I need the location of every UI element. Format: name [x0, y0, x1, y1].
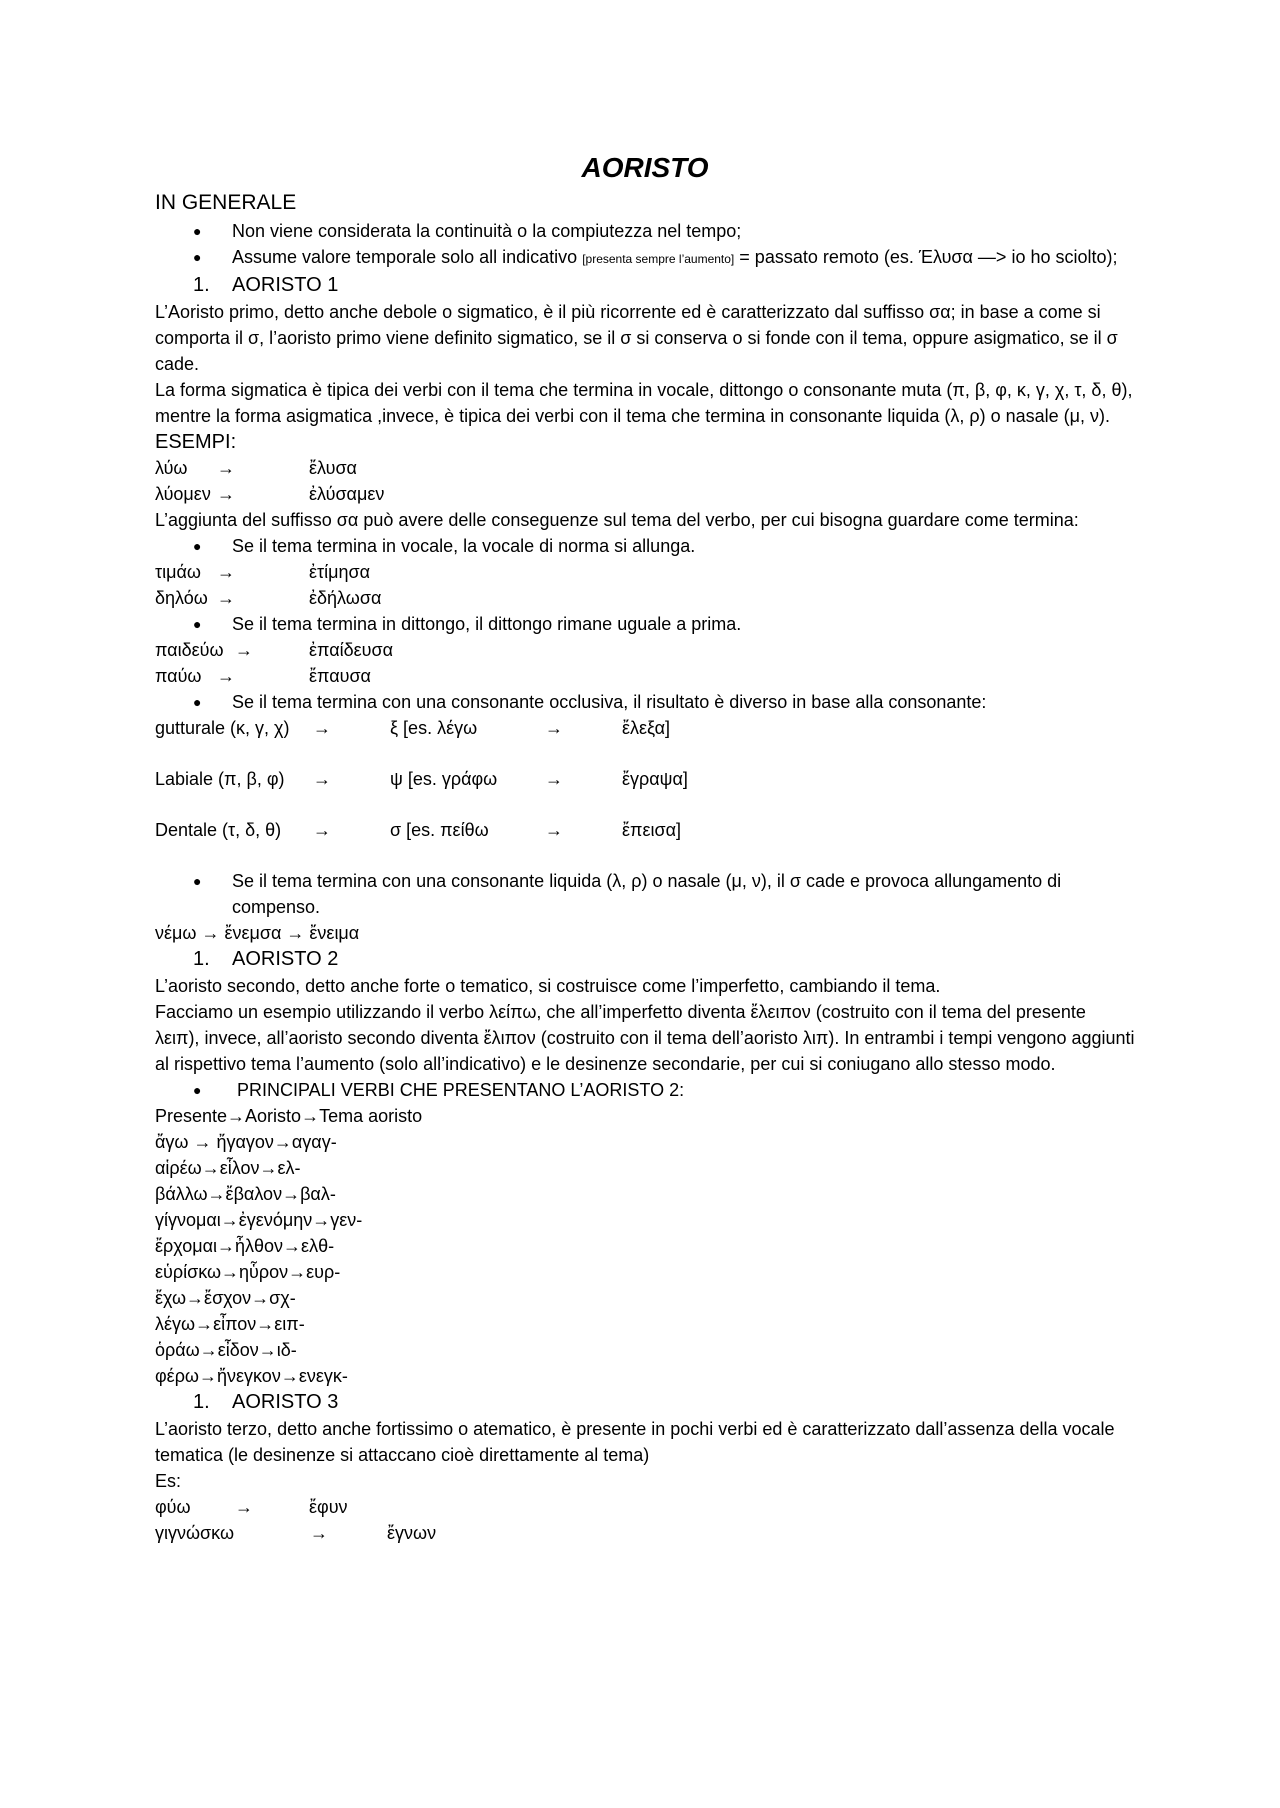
verb-list-item: ἄγω → ἤγαγον→αγαγ-	[155, 1132, 337, 1152]
example-present: λύομεν	[155, 484, 211, 504]
bullet-item: ● Se il tema termina con una consonante occlusiva, il risultato è diverso in base alla consonante:	[155, 689, 1135, 715]
verb-list-item: ὁράω→εἶδον→ιδ-	[155, 1340, 297, 1360]
arrow: →	[545, 718, 563, 738]
bullet-item: ● PRINCIPALI VERBI CHE PRESENTANO L’AORISTO 2:	[155, 1077, 1135, 1103]
list-number: 1.	[193, 274, 210, 296]
arrow: →	[217, 666, 235, 686]
arrow: →	[545, 769, 563, 789]
example-present: λύω	[155, 458, 188, 478]
example-line: νέμω → ἔνεμσα → ἔνειμα	[155, 923, 360, 943]
verb-list-item: γίγνομαι→ἐγενόμην→γεν-	[155, 1210, 363, 1230]
bullet-small-note: [presenta sempre l’aumento]	[582, 252, 735, 266]
document-page	[155, 148, 1135, 1546]
bullet-text: = passato remoto (es. Έλυσα —> io ho sciolto);	[739, 247, 1118, 267]
list-number: 1.	[193, 948, 210, 970]
example-aorist: ἐπαίδευσα	[309, 640, 393, 660]
bullet-item: ● Se il tema termina in vocale, la vocale di norma si allunga.	[155, 533, 1135, 559]
heading-text: AORISTO 2	[232, 948, 339, 970]
arrow: →	[217, 588, 235, 608]
arrow: →	[313, 769, 331, 789]
heading-text: AORISTO 3	[232, 1391, 339, 1413]
example-row	[155, 585, 1135, 611]
bullet-item: ● Non viene considerata la continuità o la compiutezza nel tempo;	[155, 218, 1135, 244]
example-aorist: ἐτίμησα	[309, 562, 371, 582]
example-aorist: ἔφυν	[309, 1497, 348, 1517]
verb-list-item: ἔρχομαι→ἦλθον→ελθ-	[155, 1236, 335, 1256]
page-title: AORISTO	[581, 152, 709, 183]
bullet-item: ● Se il tema termina in dittongo, il dittongo rimane uguale a prima.	[155, 611, 1135, 637]
arrow: →	[545, 820, 563, 840]
list-number: 1.	[193, 1391, 210, 1413]
example: ἔπεισα]	[622, 820, 681, 840]
bullet-item	[155, 244, 1135, 272]
example-aorist: ἔπαυσα	[309, 666, 371, 686]
verb-list-header: Presente→Aoristo→Tema aoristo	[155, 1106, 423, 1126]
arrow: →	[217, 458, 235, 478]
verb-list-item: αἱρέω→εἷλον→ελ-	[155, 1158, 301, 1178]
examples-heading: ESEMPI:	[155, 431, 237, 453]
arrow: →	[313, 718, 331, 738]
arrow: →	[235, 1497, 253, 1517]
example-row	[155, 481, 1135, 507]
example-aorist: ἔγνων	[387, 1523, 437, 1543]
example-row	[155, 663, 1135, 689]
example-aorist: ἐλύσαμεν	[309, 484, 385, 504]
example-present: παιδεύω	[155, 640, 224, 660]
bullet-text: Assume valore temporale solo all indicativo	[232, 247, 578, 267]
verb-list-item: ἔχω→ἔσχον→σχ-	[155, 1288, 296, 1308]
heading-text: AORISTO 1	[232, 274, 339, 296]
example-present: τιμάω	[155, 562, 201, 582]
example-present: γιγνώσκω	[155, 1523, 234, 1543]
example-row	[155, 455, 1135, 481]
occlusive-row	[155, 817, 1135, 843]
section-heading-general: IN GENERALE	[155, 191, 297, 214]
example-present: φύω	[155, 1497, 191, 1517]
section-heading-aoristo-1	[155, 272, 1135, 299]
example-present: δηλόω	[155, 588, 208, 608]
example-aorist: ἔλυσα	[309, 458, 357, 478]
verb-list-item: βάλλω→ἔβαλον→βαλ-	[155, 1184, 336, 1204]
result: σ [es. πείθω	[390, 820, 489, 840]
example-aorist: ἐδήλωσα	[309, 588, 382, 608]
paragraph: L’aoristo secondo, detto anche forte o tematico, si costruisce come l’imperfetto, cambiando il tema.	[155, 976, 941, 996]
result: ψ [es. γράφω	[390, 769, 498, 789]
verb-list-item: φέρω→ἤνεγκον→ενεγκ-	[155, 1366, 348, 1386]
paragraph: La forma sigmatica è tipica dei verbi con il tema che termina in vocale, dittongo o consonante muta (π, β, φ, κ, γ, χ, τ, δ, θ), mentre la forma asigmatica ,invece, è tipica dei verbi con il tema che termina in consonante liquida (λ, ρ) o nasale (μ, ν).	[155, 380, 1133, 426]
paragraph: Facciamo un esempio utilizzando il verbo λείπω, che all’imperfetto diventa ἔλειπον (costruito con il tema del presente λειπ), invece, all’aoristo secondo diventa ἔλιπον (costruito con il tema dell’aoristo λιπ). In entrambi i tempi vengono aggiunti al rispettivo tema l’aumento (solo all’indicativo) e le desinenze secondarie, per cui si coniugano allo stesso modo.	[155, 1002, 1135, 1074]
verb-list-item: λέγω→εἶπον→ειπ-	[155, 1314, 305, 1334]
example: ἔλεξα]	[622, 718, 671, 738]
consonant-type: gutturale (κ, γ, χ)	[155, 718, 290, 738]
paragraph: L’aggiunta del suffisso σα può avere delle conseguenze sul tema del verbo, per cui bisogna guardare come termina:	[155, 510, 1079, 530]
example: ἔγραψα]	[622, 769, 688, 789]
example-row	[155, 559, 1135, 585]
arrow: →	[235, 640, 253, 660]
arrow: →	[217, 484, 235, 504]
arrow: →	[217, 562, 235, 582]
result: ξ [es. λέγω	[390, 718, 478, 738]
consonant-type: Dentale (τ, δ, θ)	[155, 820, 282, 840]
example-row	[155, 1520, 1135, 1546]
section-heading-aoristo-3	[155, 1389, 1135, 1416]
occlusive-row	[155, 715, 1135, 741]
example-row	[155, 1494, 1135, 1520]
verb-list-item: εὑρίσκω→ηὗρον→ευρ-	[155, 1262, 341, 1282]
section-heading-aoristo-2	[155, 946, 1135, 973]
occlusive-row	[155, 766, 1135, 792]
bullet-item: ● Se il tema termina con una consonante liquida (λ, ρ) o nasale (μ, ν), il σ cade e provoca allungamento di compenso.	[155, 868, 1135, 920]
arrow: →	[310, 1523, 328, 1543]
es-label: Es:	[155, 1471, 182, 1491]
example-present: παύω	[155, 666, 202, 686]
example-row	[155, 637, 1135, 663]
arrow: →	[313, 820, 331, 840]
paragraph: L’aoristo terzo, detto anche fortissimo o atematico, è presente in pochi verbi ed è caratterizzato dall’assenza della vocale tematica (le desinenze si attaccano cioè direttamente al tema)	[155, 1419, 1115, 1465]
paragraph: L’Aoristo primo, detto anche debole o sigmatico, è il più ricorrente ed è caratterizzato dal suffisso σα; in base a come si comporta il σ, l’aoristo primo viene definito sigmatico, se il σ si conserva o si fonde con il tema, oppure asigmatico, se il σ cade.	[155, 302, 1118, 374]
consonant-type: Labiale (π, β, φ)	[155, 769, 285, 789]
